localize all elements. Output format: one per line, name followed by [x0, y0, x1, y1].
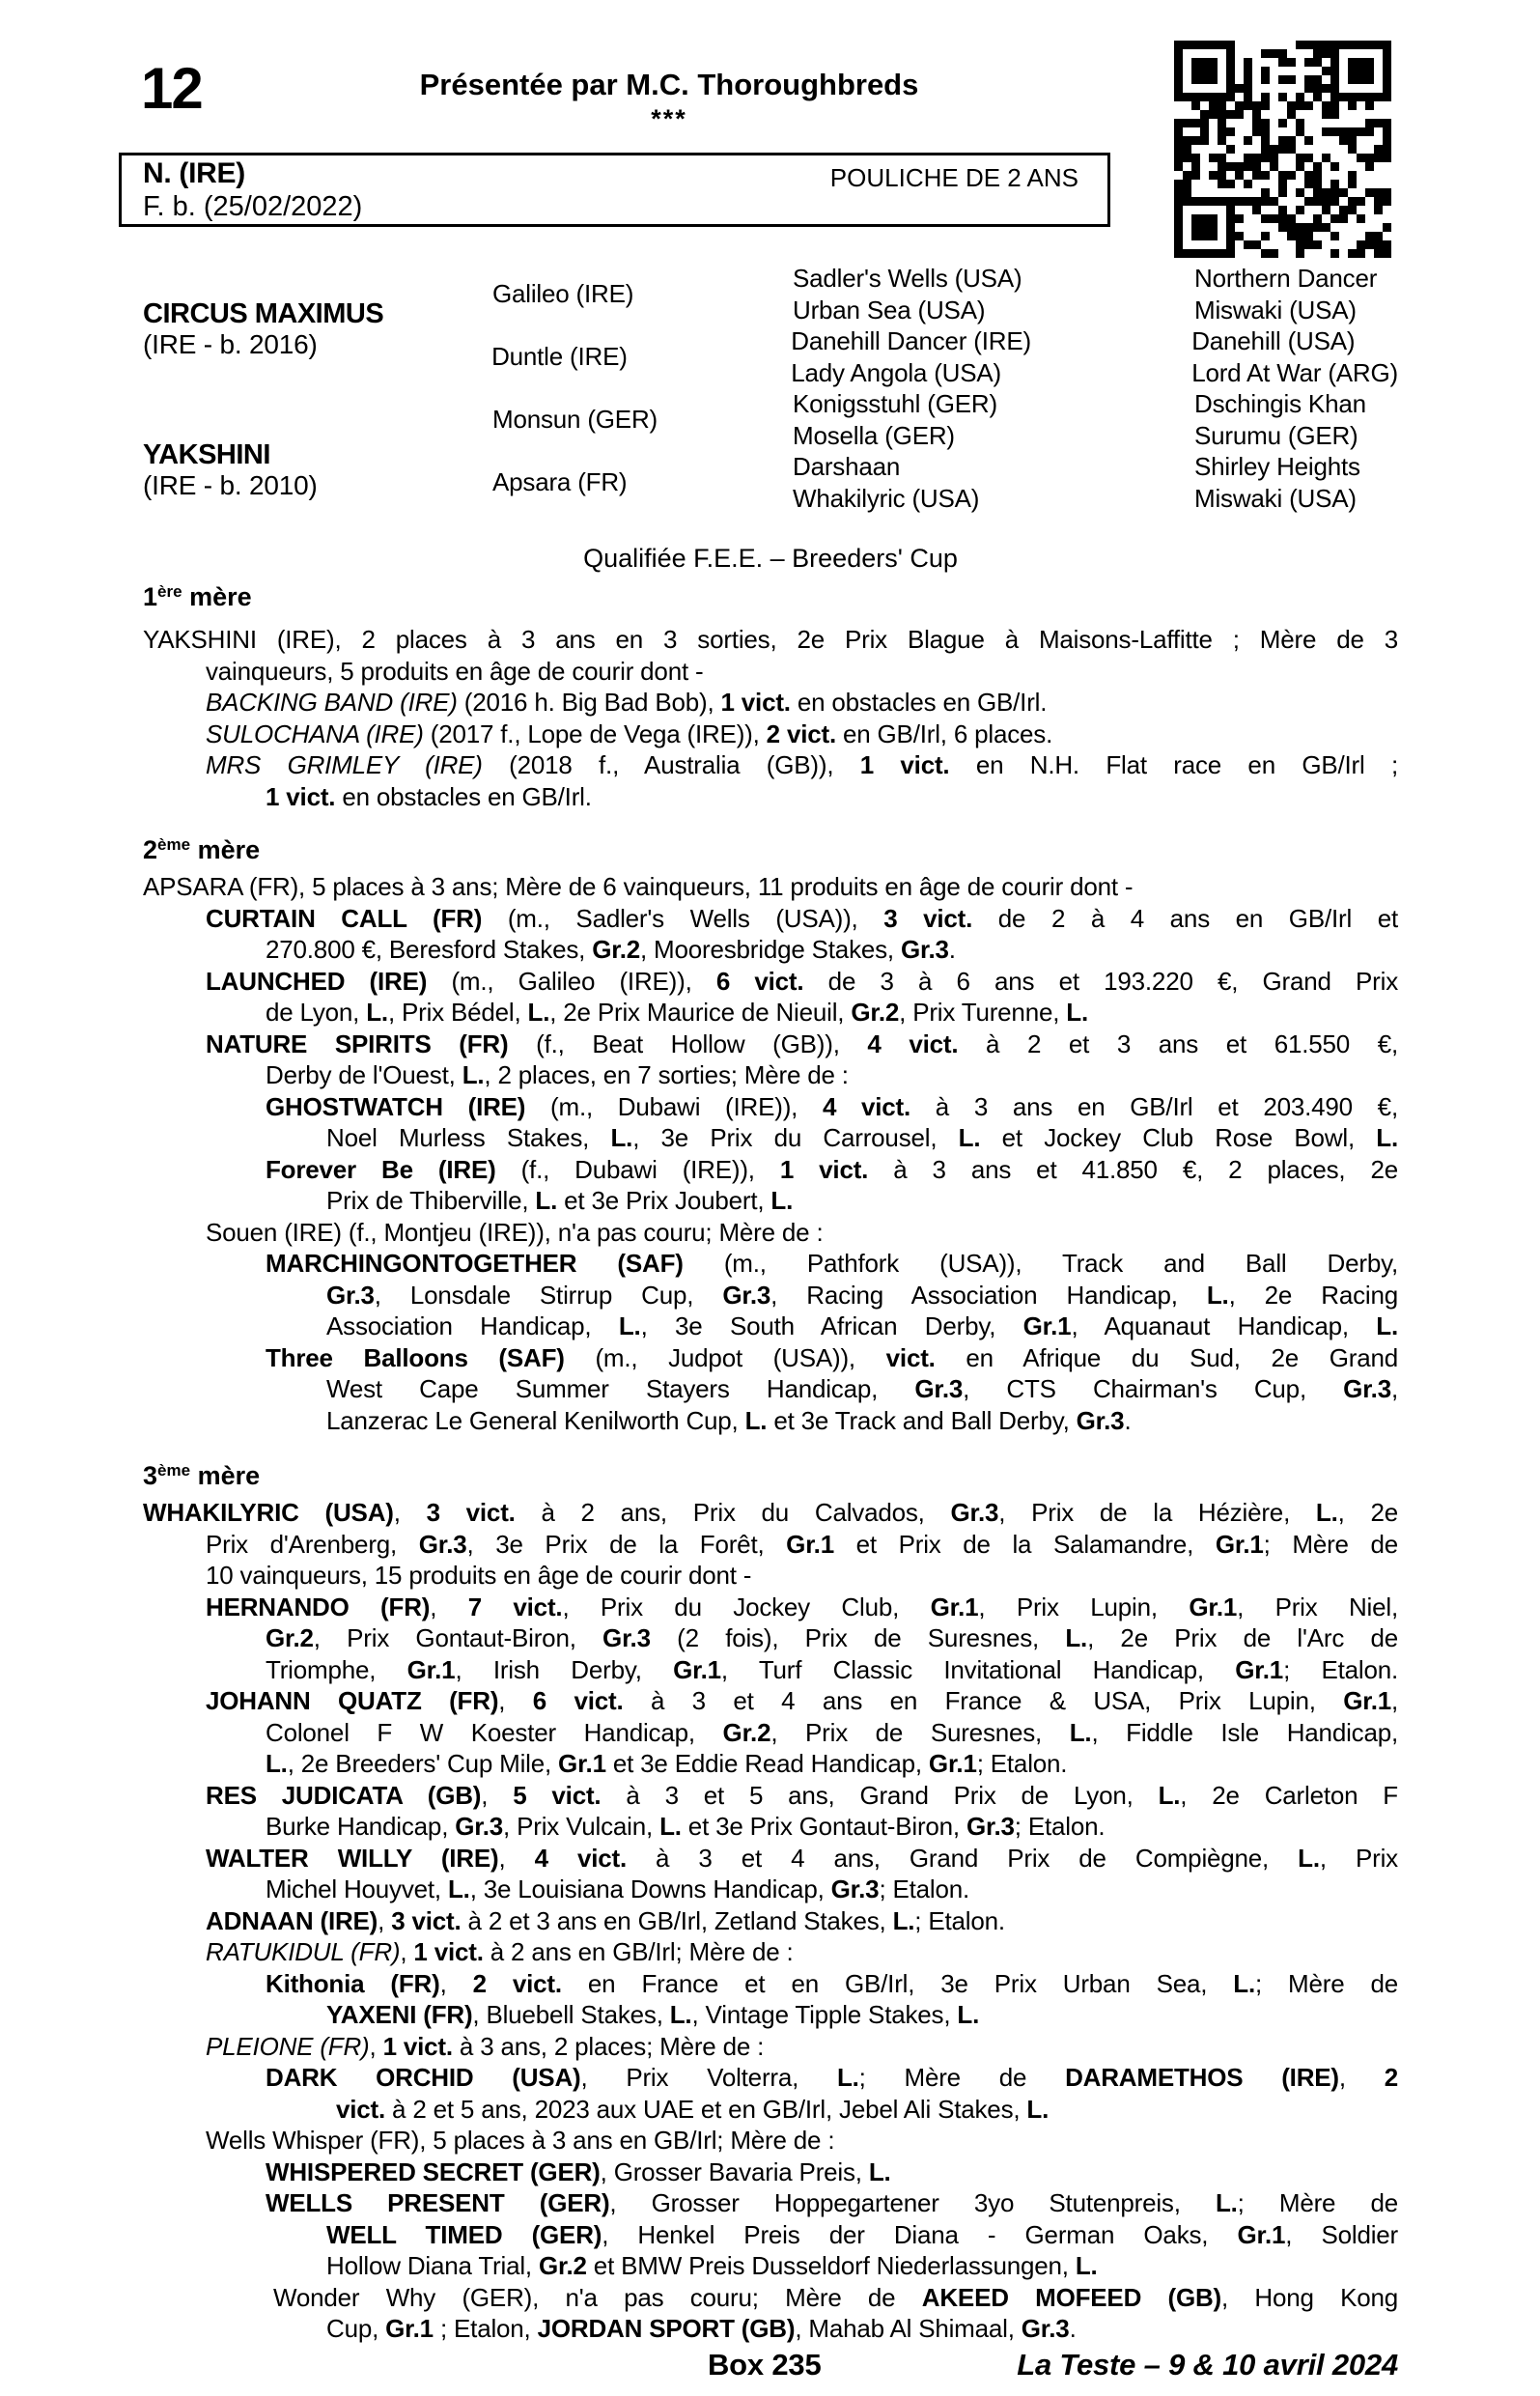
- pedigree-text-line: MRS GRIMLEY (IRE) (2018 f., Australia (GB)), 1 vict. en N.H. Flat race en GB/Irl ;: [206, 750, 1398, 779]
- pedigree-grandparent: Monsun (GER): [492, 405, 658, 435]
- pedigree-great-grandparent: Whakilyric (USA): [793, 483, 980, 513]
- pedigree-great-grandparent: Lady Angola (USA): [791, 357, 1001, 387]
- pedigree-text-line: HERNANDO (FR), 7 vict., Prix du Jockey Club, Gr.1, Prix Lupin, Gr.1, Prix Niel,: [206, 1592, 1398, 1621]
- pedigree-great-grandparent: Danehill Dancer (IRE): [791, 326, 1031, 355]
- pedigree-text-line: WHAKILYRIC (USA), 3 vict. à 2 ans, Prix du Calvados, Gr.3, Prix de la Hézière, L., 2e: [143, 1498, 1398, 1527]
- pedigree-text-line: de Lyon, L., Prix Bédel, L., 2e Prix Maurice de Nieuil, Gr.2, Prix Turenne, L.: [266, 998, 1088, 1027]
- pedigree-great-grandparent: Sadler's Wells (USA): [793, 264, 1022, 293]
- lot-number: 12: [141, 56, 202, 121]
- pedigree-dam-origin: (IRE - b. 2010): [143, 470, 318, 500]
- horse-name: N. (IRE): [143, 157, 245, 189]
- pedigree-text: [143, 581, 1398, 2381]
- pedigree-text-line: Hollow Diana Trial, Gr.2 et BMW Preis Dusseldorf Niederlassungen, L.: [326, 2251, 1098, 2280]
- pedigree-text-line: APSARA (FR), 5 places à 3 ans; Mère de 6 vainqueurs, 11 produits en âge de courir dont -: [143, 872, 1134, 901]
- horse-category-label: POULICHE DE 2 ANS: [829, 163, 1078, 192]
- pedigree-text-line: Gr.2, Prix Gontaut-Biron, Gr.3 (2 fois), Prix de Suresnes, L., 2e Prix de l'Arc de: [266, 1623, 1398, 1652]
- footer-sale-info: La Teste – 9 & 10 avril 2024: [1017, 2347, 1398, 2382]
- pedigree-text-line: CURTAIN CALL (FR) (m., Sadler's Wells (USA)), 3 vict. de 2 à 4 ans en GB/Irl et: [206, 903, 1398, 933]
- pedigree-parents-column: [143, 263, 492, 514]
- pedigree-text-line: PLEIONE (FR), 1 vict. à 3 ans, 2 places; Mère de :: [206, 2031, 765, 2061]
- pedigree-text-line: Wells Whisper (FR), 5 places à 3 ans en GB/Irl; Mère de :: [206, 2126, 835, 2155]
- pedigree-text-line: 270.800 €, Beresford Stakes, Gr.2, Mooresbridge Stakes, Gr.3.: [266, 935, 956, 964]
- pedigree-text-line: YAXENI (FR), Bluebell Stakes, L., Vintage Tipple Stakes, L.: [326, 2000, 980, 2029]
- pedigree-text-line: Prix d'Arenberg, Gr.3, 3e Prix de la Forêt, Gr.1 et Prix de la Salamandre, Gr.1; Mère de: [206, 1529, 1398, 1559]
- pedigree-text-line: Gr.3, Lonsdale Stirrup Cup, Gr.3, Racing Association Handicap, L., 2e Racing: [326, 1280, 1398, 1310]
- pedigree-text-line: Cup, Gr.1 ; Etalon, JORDAN SPORT (GB), Mahab Al Shimaal, Gr.3.: [326, 2314, 1077, 2343]
- horse-birth-info: F. b. (25/02/2022): [143, 191, 363, 222]
- pedigree-text-line: RES JUDICATA (GB), 5 vict. à 3 et 5 ans, Grand Prix de Lyon, L., 2e Carleton F: [206, 1780, 1398, 1810]
- pedigree-great-great-grandparent: Lord At War (ARG): [1191, 357, 1398, 387]
- pedigree-text-line: WALTER WILLY (IRE), 4 vict. à 3 et 4 ans, Grand Prix de Compiègne, L., Prix: [206, 1843, 1398, 1873]
- pedigree-text-line: Derby de l'Ouest, L., 2 places, en 7 sorties; Mère de :: [266, 1060, 849, 1089]
- pedigree-text-line: MARCHINGONTOGETHER (SAF) (m., Pathfork (USA)), Track and Ball Derby,: [266, 1249, 1398, 1278]
- qr-code: [1174, 41, 1391, 258]
- pedigree-text-line: Prix de Thiberville, L. et 3e Prix Joubert, L.: [326, 1186, 794, 1215]
- pedigree-great-great-grandparent: Surumu (GER): [1194, 420, 1358, 450]
- qualification-line: Qualifiée F.E.E. – Breeders' Cup: [583, 544, 958, 573]
- pedigree-text-line: Noel Murless Stakes, L., 3e Prix du Carrousel, L. et Jockey Club Rose Bowl, L.: [326, 1123, 1399, 1152]
- pedigree-great-great-grandparent: Dschingis Khan: [1194, 389, 1366, 418]
- pedigree-dam: [143, 440, 318, 500]
- pedigree-grandparent: Apsara (FR): [492, 467, 628, 497]
- stars-separator: ***: [651, 104, 687, 133]
- pedigree-text-line: vict. à 2 et 5 ans, 2023 aux UAE et en GB/Irl, Jebel Ali Stakes, L.: [336, 2094, 1050, 2124]
- pedigree-text-line: 1 vict. en obstacles en GB/Irl.: [266, 781, 592, 811]
- pedigree-great-grandparent: Konigsstuhl (GER): [793, 389, 997, 418]
- pedigree-sire: [143, 299, 383, 359]
- section-heading: 1ère mère: [143, 582, 252, 611]
- pedigree-text-line: Colonel F W Koester Handicap, Gr.2, Prix de Suresnes, L., Fiddle Isle Handicap,: [266, 1717, 1399, 1747]
- pedigree-grandparent: Duntle (IRE): [491, 342, 628, 372]
- pedigree-text-line: ADNAAN (IRE), 3 vict. à 2 et 3 ans en GB/Irl, Zetland Stakes, L.; Etalon.: [206, 1905, 1005, 1935]
- pedigree-sire-origin: (IRE - b. 2016): [143, 329, 318, 359]
- pedigree-great-great-grandparent: Shirley Heights: [1194, 452, 1360, 481]
- pedigree-great-great-grandparent: Miswaki (USA): [1194, 295, 1357, 324]
- pedigree-text-line: LAUNCHED (IRE) (m., Galileo (IRE)), 6 vict. de 3 à 6 ans et 193.220 €, Grand Prix: [206, 966, 1399, 996]
- pedigree-text-line: WELLS PRESENT (GER), Grosser Hoppegartener 3yo Stutenpreis, L.; Mère de: [266, 2188, 1398, 2217]
- pedigree-text-line: L., 2e Breeders' Cup Mile, Gr.1 et 3e Eddie Read Handicap, Gr.1; Etalon.: [266, 1749, 1068, 1778]
- pedigree-text-line: SULOCHANA (IRE) (2017 f., Lope de Vega (IRE)), 2 vict. en GB/Irl, 6 places.: [206, 719, 1053, 748]
- pedigree-text-line: Three Balloons (SAF) (m., Judpot (USA)), vict. en Afrique du Sud, 2e Grand: [266, 1342, 1398, 1372]
- pedigree-text-line: JOHANN QUATZ (FR), 6 vict. à 3 et 4 ans en France & USA, Prix Lupin, Gr.1,: [206, 1686, 1399, 1715]
- pedigree-text-line: YAKSHINI (IRE), 2 places à 3 ans en 3 sorties, 2e Prix Blague à Maisons-Laffitte ; Mère de 3: [143, 625, 1398, 654]
- pedigree-sire-name: CIRCUS MAXIMUS: [143, 298, 384, 329]
- presenter-title: Présentée par M.C. Thoroughbreds: [419, 68, 919, 101]
- section-heading: 3ème mère: [143, 1461, 261, 1490]
- pedigree-text-line: Lanzerac Le General Kenilworth Cup, L. et 3e Track and Ball Derby, Gr.3.: [326, 1405, 1132, 1435]
- pedigree-text-line: Kithonia (FR), 2 vict. en France et en GB/Irl, 3e Prix Urban Sea, L.; Mère de: [266, 1968, 1398, 1998]
- pedigree-great-grandparent: Urban Sea (USA): [793, 295, 986, 324]
- pedigree-text-line: BACKING BAND (IRE) (2016 h. Big Bad Bob), 1 vict. en obstacles en GB/Irl.: [206, 688, 1048, 717]
- pedigree-text-line: Triomphe, Gr.1, Irish Derby, Gr.1, Turf Classic Invitational Handicap, Gr.1; Etalon.: [266, 1654, 1399, 1684]
- pedigree-great-great-grandparent: Danehill (USA): [1191, 326, 1356, 355]
- pedigree-text-line: Burke Handicap, Gr.3, Prix Vulcain, L. et 3e Prix Gontaut-Biron, Gr.3; Etalon.: [266, 1812, 1106, 1841]
- pedigree-great-grandparent: Mosella (GER): [793, 420, 955, 450]
- pedigree-text-line: Forever Be (IRE) (f., Dubawi (IRE)), 1 vict. à 3 ans et 41.850 €, 2 places, 2e: [266, 1154, 1399, 1184]
- pedigree-dam-name: YAKSHINI: [143, 439, 270, 470]
- pedigree-grandparent: Galileo (IRE): [492, 279, 634, 309]
- pedigree-text-line: West Cape Summer Stayers Handicap, Gr.3, CTS Chairman's Cup, Gr.3,: [326, 1374, 1398, 1403]
- pedigree-text-line: vainqueurs, 5 produits en âge de courir dont -: [206, 656, 704, 686]
- footer-box-number: Box 235: [708, 2347, 822, 2382]
- pedigree-great-great-grandparent: Northern Dancer: [1194, 264, 1378, 293]
- pedigree-great-grandparent: Darshaan: [793, 452, 901, 481]
- pedigree-text-line: Association Handicap, L., 3e South African Derby, Gr.1, Aquanaut Handicap, L.: [326, 1311, 1398, 1340]
- pedigree-text-line: Wonder Why (GER), n'a pas couru; Mère de AKEED MOFEED (GB), Hong Kong: [273, 2282, 1398, 2312]
- section-heading: 2ème mère: [143, 835, 261, 864]
- pedigree-table: [143, 263, 1398, 514]
- pedigree-text-line: WELL TIMED (GER), Henkel Preis der Diana - German Oaks, Gr.1, Soldier: [326, 2219, 1398, 2249]
- horse-info-box: [119, 153, 1110, 227]
- pedigree-text-line: RATUKIDUL (FR), 1 vict. à 2 ans en GB/Irl; Mère de :: [206, 1937, 794, 1966]
- pedigree-text-line: NATURE SPIRITS (FR) (f., Beat Hollow (GB)), 4 vict. à 2 et 3 ans et 61.550 €,: [206, 1029, 1399, 1058]
- pedigree-text-line: WHISPERED SECRET (GER), Grosser Bavaria Preis, L.: [266, 2156, 891, 2186]
- pedigree-text-line: Souen (IRE) (f., Montjeu (IRE)), n'a pas couru; Mère de :: [206, 1217, 824, 1247]
- pedigree-text-line: 10 vainqueurs, 15 produits en âge de courir dont -: [206, 1561, 752, 1590]
- pedigree-text-line: Michel Houyvet, L., 3e Louisiana Downs Handicap, Gr.3; Etalon.: [266, 1875, 970, 1903]
- footer-line: [143, 2349, 1398, 2381]
- pedigree-text-line: GHOSTWATCH (IRE) (m., Dubawi (IRE)), 4 vict. à 3 ans en GB/Irl et 203.490 €,: [266, 1091, 1398, 1121]
- pedigree-text-line: DARK ORCHID (USA), Prix Volterra, L.; Mère de DARAMETHOS (IRE), 2: [266, 2063, 1398, 2092]
- pedigree-great-great-grandparent: Miswaki (USA): [1194, 483, 1357, 513]
